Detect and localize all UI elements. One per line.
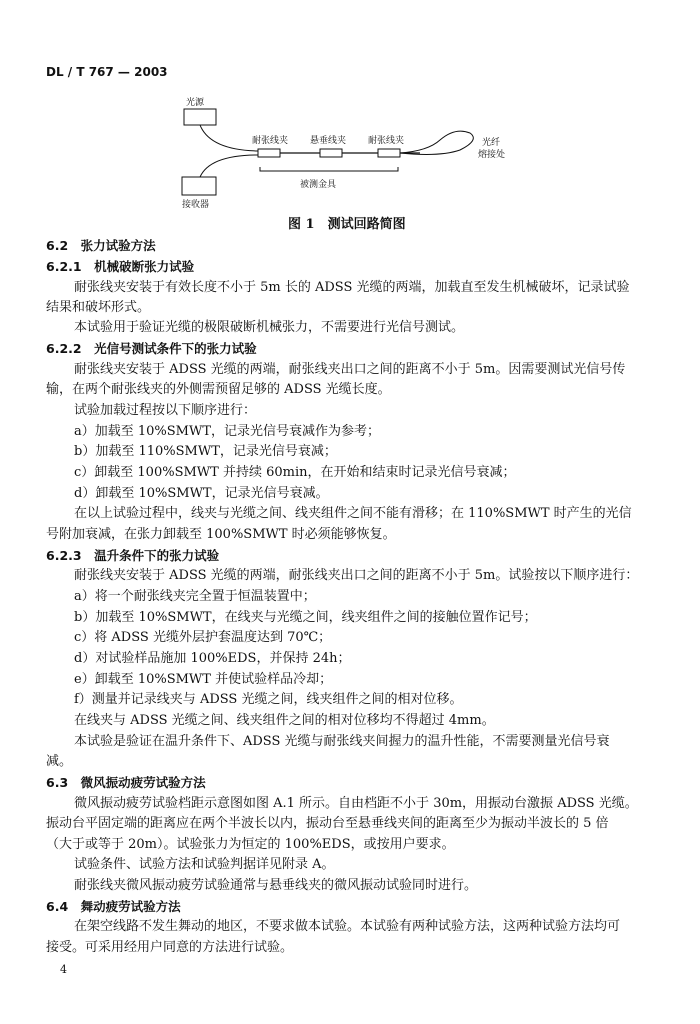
fiber-loop xyxy=(400,131,473,154)
body-line: 耐张线夹安装于 ADSS 光缆的两端，耐张线夹出口之间的距离不小于 5m。试验按以下顺序进行： xyxy=(74,568,639,583)
page-number: 4 xyxy=(60,963,67,976)
list-item: d）对试验样品施加 100%EDS，并保持 24h； xyxy=(74,651,351,666)
section-heading-6-3: 6.3 微风振动疲劳试验方法 xyxy=(46,775,206,790)
body-line: 振动台平固定端的距离应在两个半波长以内，振动台至悬垂线夹间的距离至少为振动半波长的 5 倍 xyxy=(46,816,609,831)
body-line: 输，在两个耐张线夹的外侧需预留足够的 ADSS 光缆长度。 xyxy=(46,382,391,397)
body-line: 接受。可采用经用户同意的方法进行试验。 xyxy=(46,940,294,955)
fiber-path-top xyxy=(200,125,258,151)
body-line: 微风振动疲劳试验档距示意图如图 A.1 所示。自由档距不小于 30m，用振动台激振 ADSS 光缆。 xyxy=(74,796,638,811)
test-circuit-diagram xyxy=(170,95,510,210)
receiver-label: 接收器 xyxy=(182,200,210,210)
body-line: 试验加载过程按以下顺序进行： xyxy=(74,403,257,418)
tested-fittings-bracket xyxy=(260,167,398,171)
body-line: 试验条件、试验方法和试验判据详见附录 A。 xyxy=(74,857,335,872)
suspension-clamp-label: 悬垂线夹 xyxy=(310,136,347,146)
tension-clamp-1 xyxy=(258,149,280,157)
section-heading-6-2-1: 6.2.1 机械破断张力试验 xyxy=(46,259,195,274)
body-line: 在架空线路不发生舞动的地区，不要求做本试验。本试验有两种试验方法，这两种试验方法均可 xyxy=(74,919,621,934)
list-item: a）加载至 10%SMWT，记录光信号衰减作为参考； xyxy=(74,424,381,439)
fiber-path-bottom xyxy=(200,155,258,177)
light-source-label: 光源 xyxy=(186,98,205,108)
section-heading-6-2: 6.2 张力试验方法 xyxy=(46,238,156,253)
list-item: b）加载至 110%SMWT，记录光信号衰减； xyxy=(74,444,337,459)
body-line: 在线夹与 ADSS 光缆之间、线夹组件之间的相对位移均不得超过 4mm。 xyxy=(74,713,495,728)
body-line: 号附加衰减，在张力卸载至 100%SMWT 时必须能够恢复。 xyxy=(46,527,396,542)
light-source-box xyxy=(184,109,216,125)
body-line: （大于或等于 20m）。试验张力为恒定的 100%EDS，或按用户要求。 xyxy=(46,837,455,852)
list-item: c）卸载至 100%SMWT 并持续 60min，在开始和结束时记录光信号衰减； xyxy=(74,465,516,480)
tension-clamp-1-label: 耐张线夹 xyxy=(252,136,289,146)
receiver-box xyxy=(182,177,216,195)
body-line: 耐张线夹微风振动疲劳试验通常与悬垂线夹的微风振动试验同时进行。 xyxy=(74,878,478,893)
list-item: f）测量并记录线夹与 ADSS 光缆之间，线夹组件之间的相对位移。 xyxy=(74,692,463,707)
fiber-splice-label-2: 熔接处 xyxy=(478,150,506,160)
body-line: 结果和破坏形式。 xyxy=(46,300,151,315)
list-item: e）卸载至 10%SMWT 并使试验样品冷却； xyxy=(74,672,333,687)
body-line: 本试验是验证在温升条件下、ADSS 光缆与耐张线夹间握力的温升性能，不需要测量光信号衰 xyxy=(74,734,610,749)
list-item: a）将一个耐张线夹完全置于恒温装置中； xyxy=(74,589,316,604)
figure-caption: 图 1 测试回路简图 xyxy=(288,217,406,232)
standard-header: DL / T 767 — 2003 xyxy=(46,65,168,79)
tension-clamp-2-label: 耐张线夹 xyxy=(368,136,405,146)
fiber-splice-label-1: 光纤 xyxy=(482,138,501,148)
tested-fittings-label: 被测金具 xyxy=(300,180,337,190)
body-line: 耐张线夹安装于 ADSS 光缆的两端，耐张线夹出口之间的距离不小于 5m。因需要测试光信号传 xyxy=(74,362,626,377)
list-item: c）将 ADSS 光缆外层护套温度达到 70℃； xyxy=(74,630,332,645)
body-line: 耐张线夹安装于有效长度不小于 5m 长的 ADSS 光缆的两端，加载直至发生机械破坏，记录试验 xyxy=(74,280,630,295)
section-heading-6-2-3: 6.2.3 温升条件下的张力试验 xyxy=(46,548,220,563)
suspension-clamp xyxy=(320,149,342,157)
body-line: 本试验用于验证光缆的极限破断机械张力，不需要进行光信号测试。 xyxy=(74,320,465,335)
list-item: b）加载至 10%SMWT，在线夹与光缆之间，线夹组件之间的接触位置作记号； xyxy=(74,610,537,625)
list-item: d）卸载至 10%SMWT，记录光信号衰减。 xyxy=(74,486,329,501)
body-line: 减。 xyxy=(46,754,73,769)
tension-clamp-2 xyxy=(378,149,400,157)
body-line: 在以上试验过程中，线夹与光缆之间、线夹组件之间不能有滑移；在 110%SMWT 时产生的光信 xyxy=(74,506,632,521)
section-heading-6-4: 6.4 舞动疲劳试验方法 xyxy=(46,899,181,914)
section-heading-6-2-2: 6.2.2 光信号测试条件下的张力试验 xyxy=(46,341,257,356)
